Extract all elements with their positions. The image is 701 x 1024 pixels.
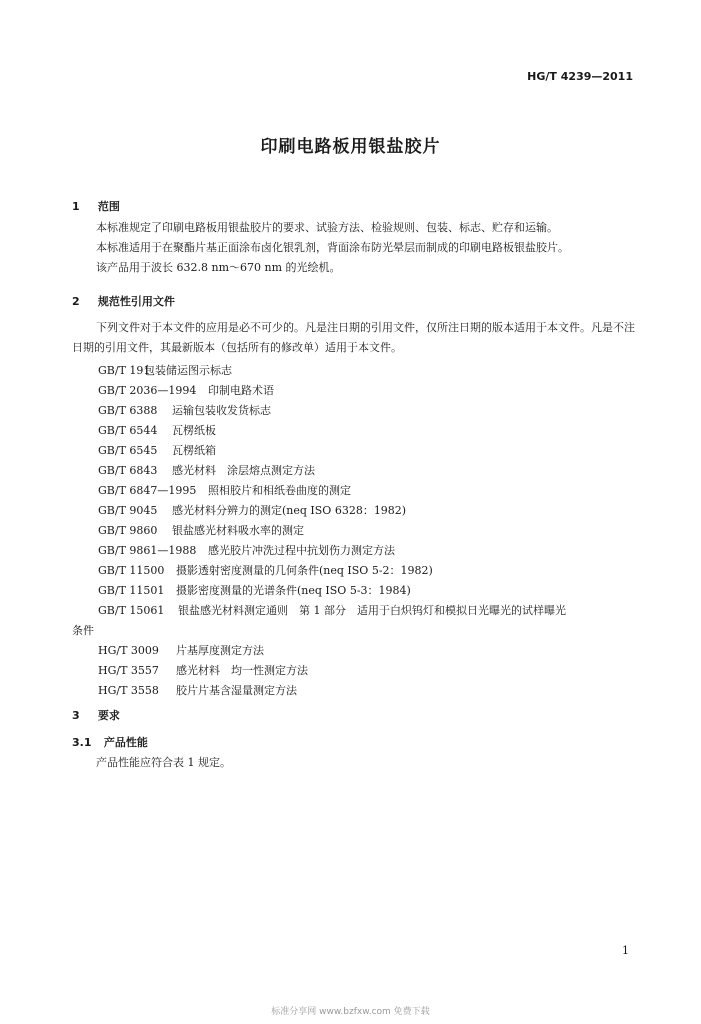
reference-item [98, 462, 315, 478]
footer-watermark: 标准分享网 www.bzfxw.com 免费下载 [271, 1007, 430, 1017]
reference-code: GB/T 191 [98, 364, 151, 377]
reference-item [98, 542, 395, 558]
section-title: 规范性引用文件 [97, 295, 175, 308]
section-title: 要求 [97, 709, 120, 722]
subsection-title: 产品性能 [103, 736, 148, 749]
section-1-heading [72, 198, 120, 214]
reference-code: GB/T 6843 [98, 464, 158, 477]
reference-code: HG/T 3558 [98, 684, 159, 697]
reference-title: 片基厚度测定方法 [176, 644, 264, 657]
reference-code: GB/T 9045 [98, 504, 158, 517]
section-2-heading [72, 293, 175, 309]
reference-title: 运输包装收发货标志 [172, 404, 271, 417]
reference-continuation: 条件 [72, 624, 94, 637]
reference-item [98, 502, 406, 518]
page-number: 1 [622, 944, 629, 957]
paragraph: 本标准规定了印刷电路板用银盐胶片的要求、试验方法、检验规则、包装、标志、贮存和运输。 [96, 221, 558, 234]
section-1-body [72, 218, 644, 278]
reference-code: GB/T 2036—1994 [98, 384, 197, 397]
reference-code: GB/T 11501 [98, 584, 165, 597]
reference-code: GB/T 6847—1995 [98, 484, 197, 497]
reference-title: 银盐感光材料测定通则 第 1 部分 适用于白炽钨灯和模拟日光曝光的试样曝光 [178, 604, 566, 617]
reference-item [98, 402, 271, 418]
reference-title: 感光材料 涂层熔点测定方法 [172, 464, 315, 477]
reference-code: GB/T 6545 [98, 444, 158, 457]
reference-item [98, 642, 264, 658]
reference-title: 银盐感光材料吸水率的测定 [172, 524, 304, 537]
reference-title: 感光材料 均一性测定方法 [176, 664, 308, 677]
reference-code: HG/T 3557 [98, 664, 159, 677]
reference-code: GB/T 9861—1988 [98, 544, 197, 557]
reference-item [98, 382, 274, 398]
reference-code: GB/T 15061 [98, 604, 165, 617]
reference-code: GB/T 9860 [98, 524, 158, 537]
reference-title: 瓦楞纸箱 [172, 444, 216, 457]
reference-item [98, 682, 297, 698]
section-3-heading [72, 707, 120, 723]
subsection-body: 产品性能应符合表 1 规定。 [96, 756, 231, 769]
reference-title: 感光胶片冲洗过程中抗划伤力测定方法 [208, 544, 395, 557]
paragraph: 该产品用于波长 632.8 nm～670 nm 的光绘机。 [96, 261, 341, 274]
reference-title: 摄影密度测量的光谱条件(neq ISO 5-3：1984) [176, 584, 411, 597]
reference-item [98, 662, 308, 678]
section-2-intro: 下列文件对于本文件的应用是必不可少的。凡是注日期的引用文件，仅所注日期的版本适用于本文件。凡是不注日期的引用文件，其最新版本（包括所有的修改单）适用于本文件。 [72, 321, 635, 354]
reference-item [98, 582, 411, 598]
document-title: 印刷电路板用银盐胶片 [260, 137, 441, 157]
section-number: 2 [72, 295, 80, 308]
reference-item [98, 602, 566, 618]
reference-item [98, 422, 216, 438]
subsection-3-1-heading [72, 734, 148, 750]
reference-code: HG/T 3009 [98, 644, 159, 657]
paragraph: 本标准适用于在聚酯片基正面涂布卤化银乳剂，背面涂布防光晕层而制成的印刷电路板银盐胶片。 [96, 241, 569, 254]
reference-code: GB/T 6388 [98, 404, 158, 417]
reference-title: 感光材料分辨力的测定(neq ISO 6328：1982) [172, 504, 407, 517]
subsection-number: 3.1 [72, 736, 92, 749]
reference-item [98, 562, 433, 578]
reference-title: 照相胶片和相纸卷曲度的测定 [208, 484, 351, 497]
reference-title: 瓦楞纸板 [172, 424, 216, 437]
standard-code: HG/T 4239—2011 [527, 70, 633, 83]
reference-title: 印制电路术语 [208, 384, 274, 397]
section-title: 范围 [97, 200, 120, 213]
reference-title: 包装储运图示标志 [144, 364, 232, 377]
reference-title: 胶片片基含湿量测定方法 [176, 684, 297, 697]
reference-code: GB/T 6544 [98, 424, 158, 437]
section-number: 3 [72, 709, 80, 722]
reference-code: GB/T 11500 [98, 564, 165, 577]
reference-item [98, 522, 304, 538]
reference-item [98, 442, 216, 458]
reference-item [98, 482, 351, 498]
reference-item [98, 362, 232, 378]
reference-title: 摄影透射密度测量的几何条件(neq ISO 5-2：1982) [176, 564, 433, 577]
section-number: 1 [72, 200, 80, 213]
